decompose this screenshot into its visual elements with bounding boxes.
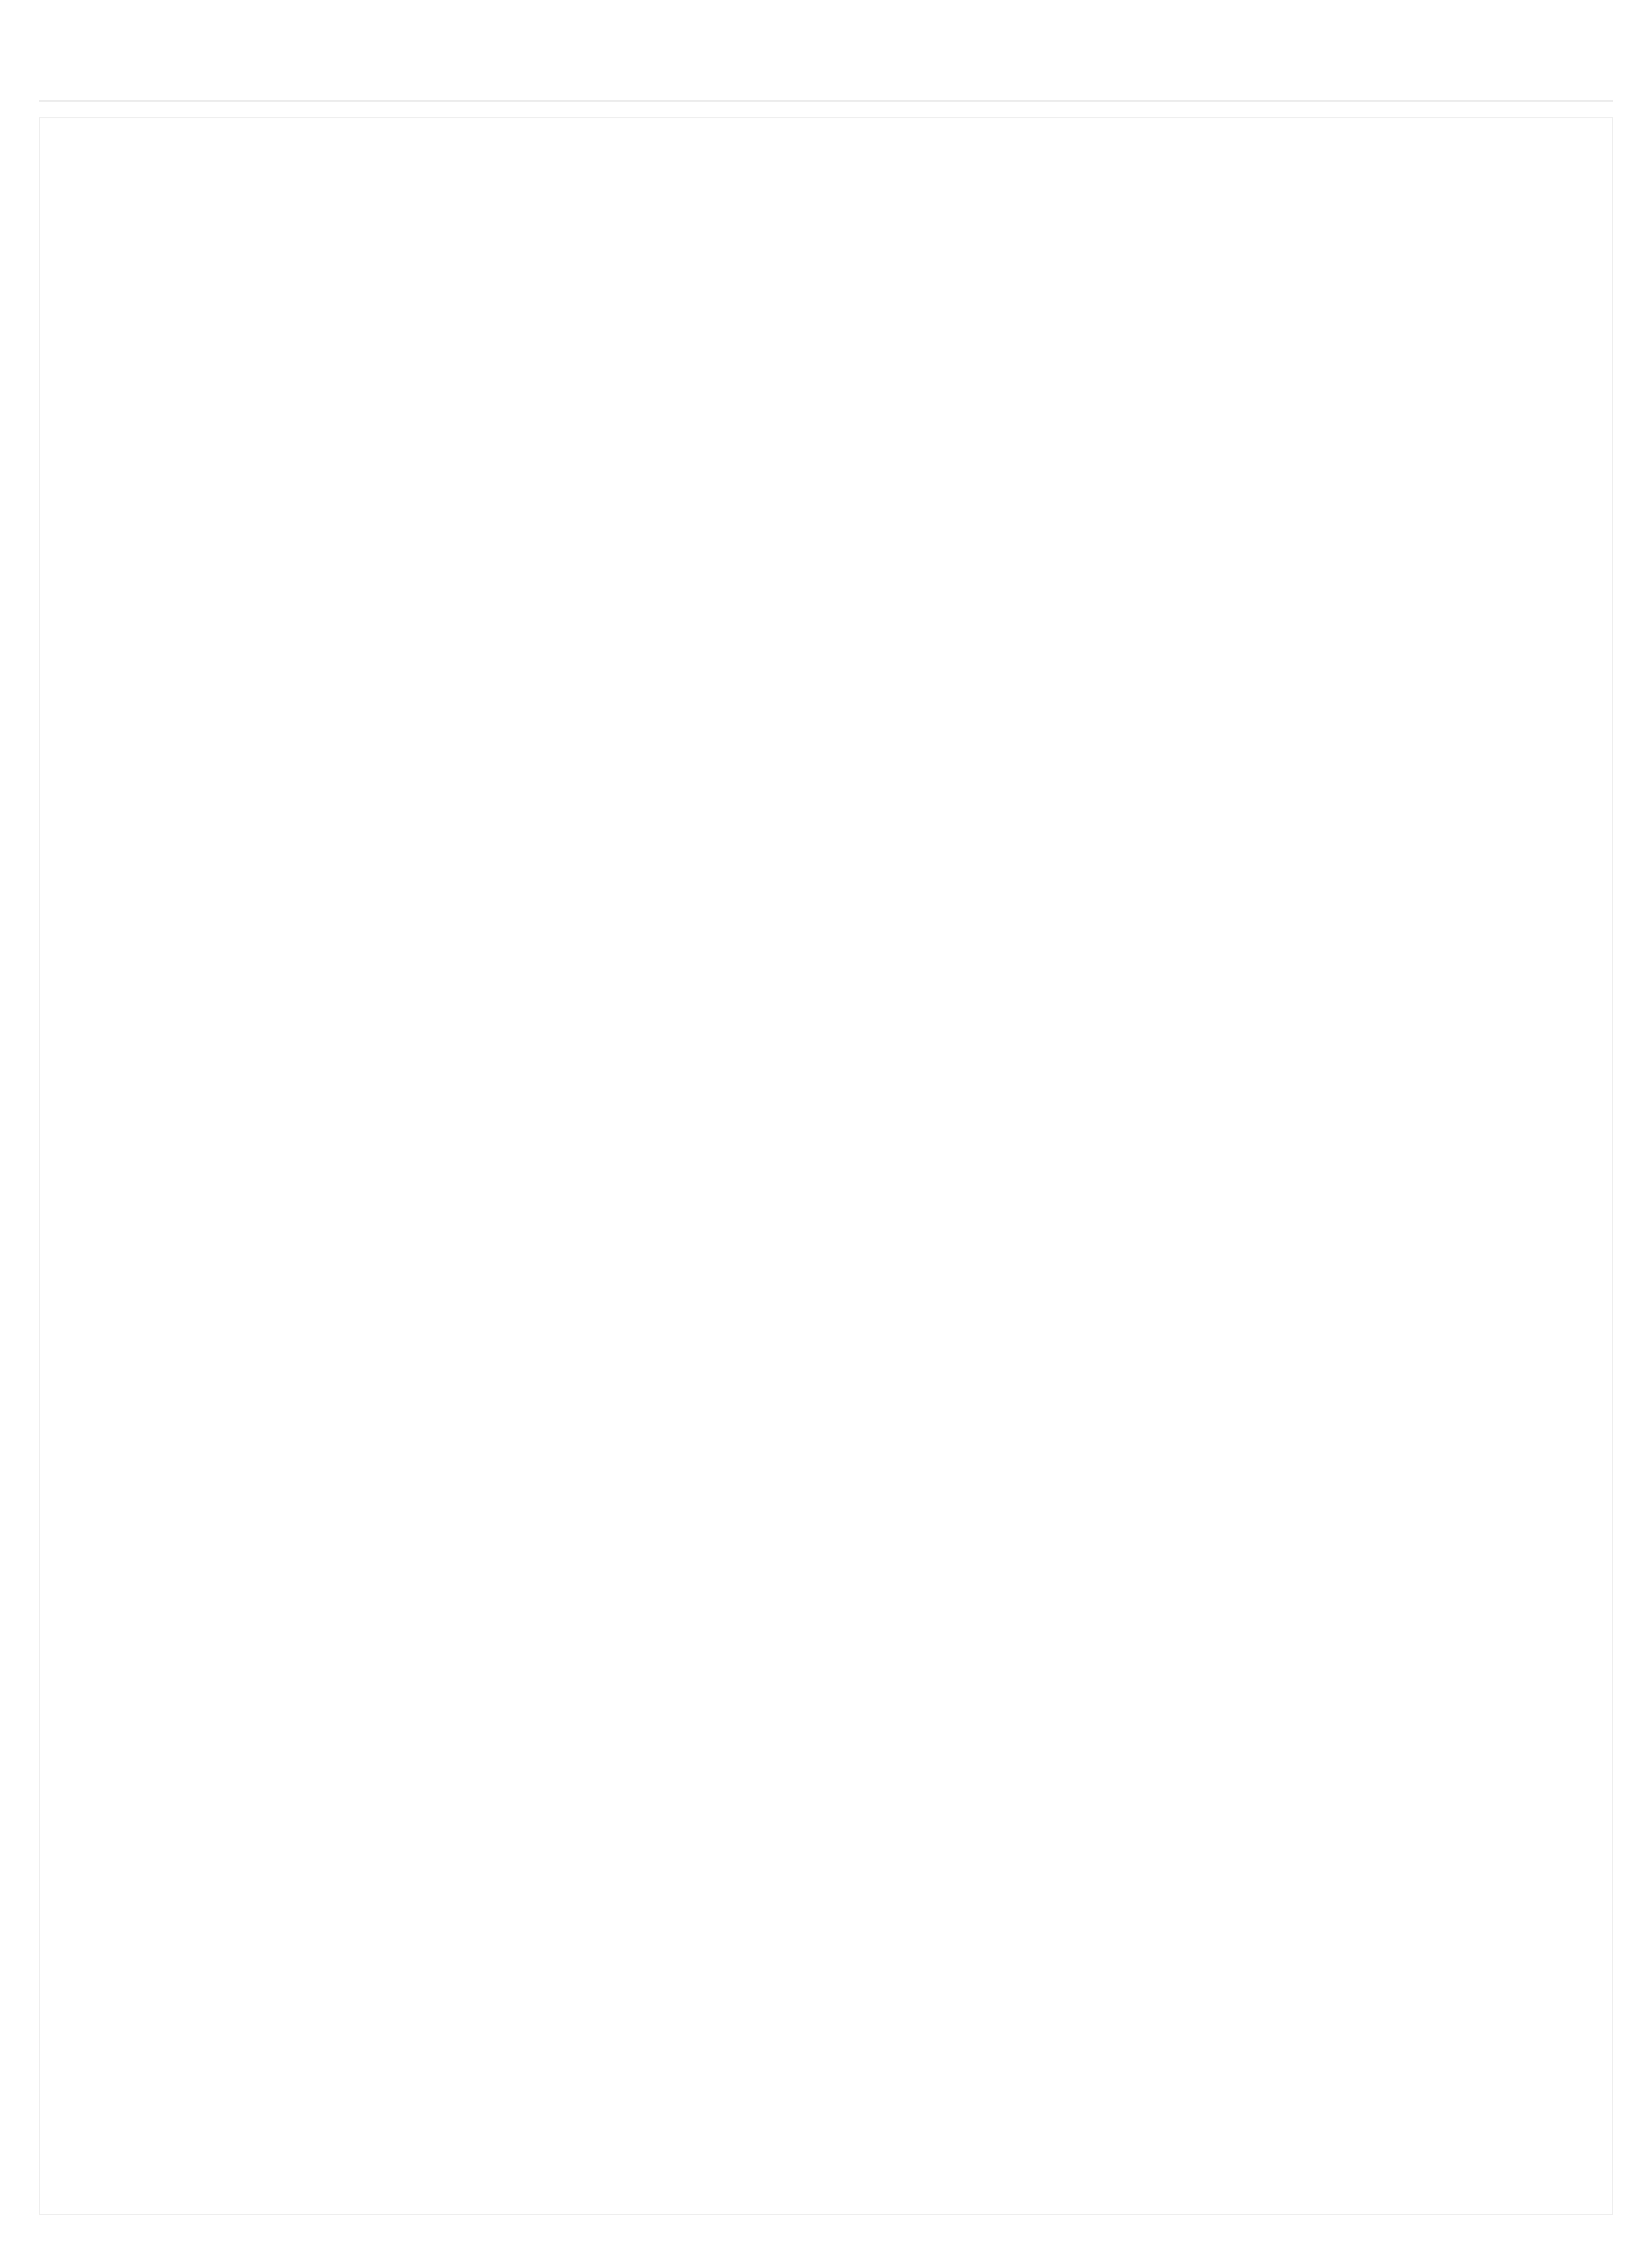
main-content [39,117,1613,2215]
page-header [39,39,1613,101]
empty-state-message [40,118,1612,2214]
